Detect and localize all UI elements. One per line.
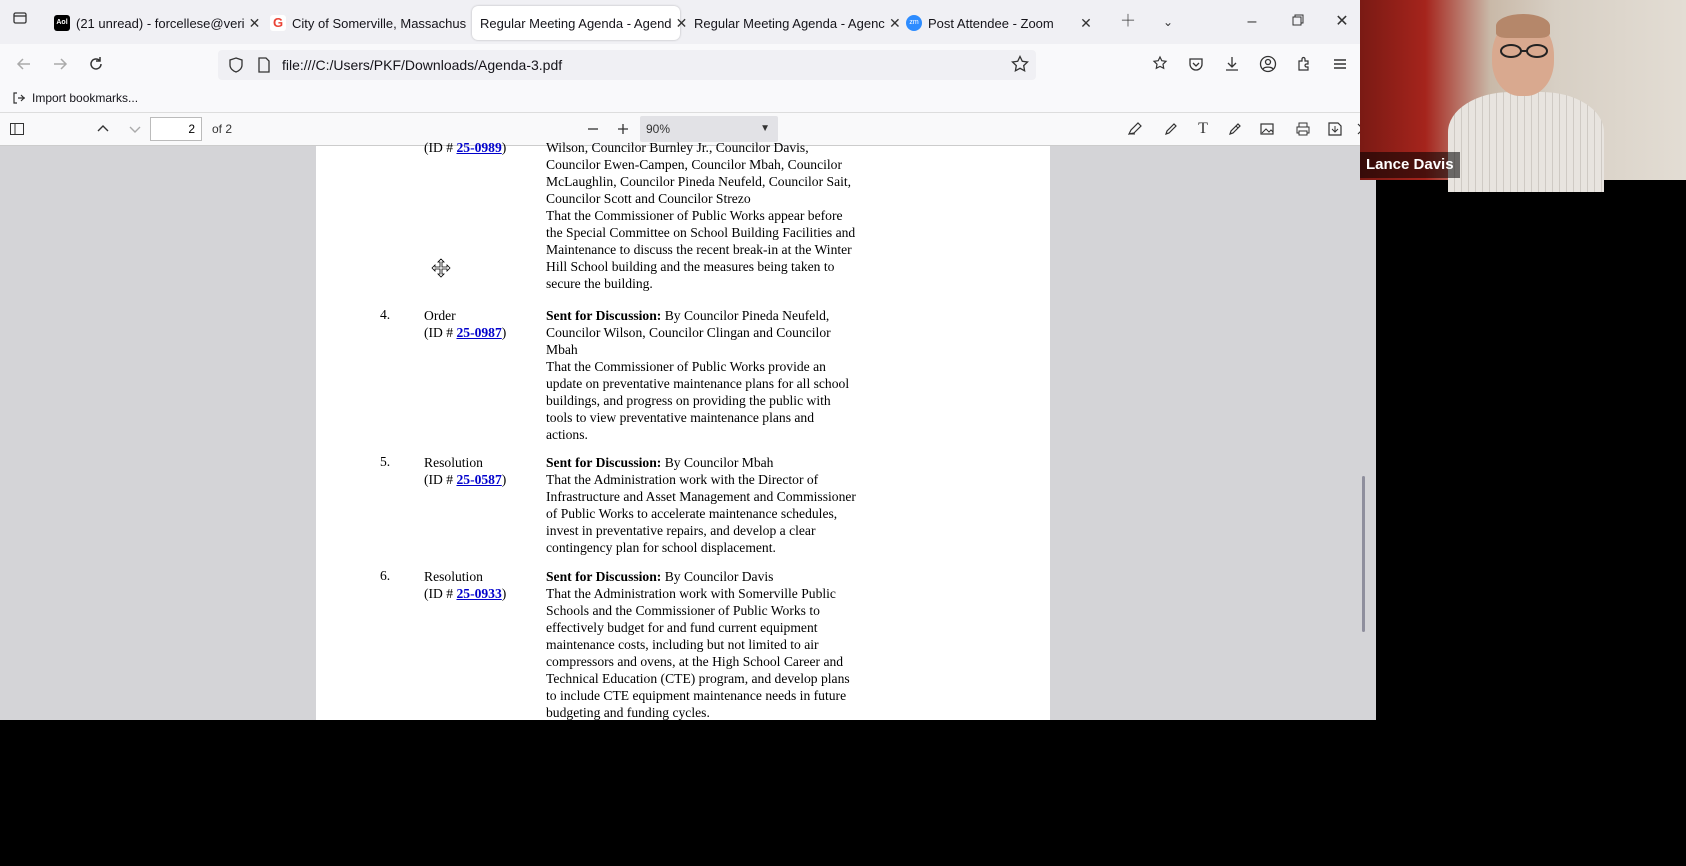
sent-label: Sent for Discussion: <box>546 308 662 323</box>
sponsor-line: McLaughlin, Councilor Pineda Neufeld, Councilor Sait, <box>546 174 852 189</box>
item-description <box>546 568 886 721</box>
highlight-tool-icon[interactable] <box>1122 116 1148 142</box>
body-line: secure the building. <box>546 276 653 291</box>
body-line: update on preventative maintenance plans for all school <box>546 376 850 391</box>
zoom-value: 90% <box>646 122 671 136</box>
id-prefix: (ID # <box>424 472 457 487</box>
tab-agenda[interactable] <box>686 6 901 40</box>
pdf-page <box>316 140 1050 720</box>
close-window-icon[interactable]: ✕ <box>1335 13 1349 30</box>
item-id-link[interactable]: 25-0987 <box>456 325 502 340</box>
glasses-icon <box>1498 44 1550 58</box>
tab-title: City of Somerville, Massachus <box>292 15 467 31</box>
print-icon[interactable] <box>1290 116 1316 142</box>
marker-tool-icon[interactable] <box>1158 116 1184 142</box>
extensions-icon[interactable] <box>1290 50 1318 78</box>
item-id-link[interactable]: 25-0933 <box>456 586 502 601</box>
bookmarks-toolbar <box>0 84 1376 113</box>
back-arrow-icon[interactable] <box>10 50 38 78</box>
bookmark-star-icon[interactable] <box>1006 50 1034 78</box>
sponsor-line: By Councilor Mbah <box>661 455 774 470</box>
chevron-down-icon: ▼ <box>760 123 770 134</box>
import-icon <box>12 91 26 105</box>
tab-somerville[interactable] <box>262 6 466 40</box>
body-line: the Special Committee on School Building Facilities and <box>546 225 856 240</box>
tab-aol-mail[interactable] <box>46 6 261 40</box>
id-suffix: ) <box>501 586 507 601</box>
item-id-line <box>424 324 506 341</box>
item-number: 5. <box>380 454 391 469</box>
tab-title: Regular Meeting Agenda - Agenc <box>694 15 885 31</box>
page-count-label: of 2 <box>212 122 233 136</box>
id-suffix: ) <box>501 325 507 340</box>
body-line: Schools and the Commissioner of Public Works to <box>546 603 820 618</box>
pocket-icon[interactable] <box>1182 50 1210 78</box>
text-tool-icon[interactable]: T <box>1198 120 1208 137</box>
item-id-link[interactable]: 25-0587 <box>456 472 502 487</box>
body-line: Hill School building and the measures being taken to <box>546 259 835 274</box>
tab-title: Post Attendee - Zoom <box>928 15 1054 31</box>
sponsor-line: By Councilor Davis <box>661 569 774 584</box>
sponsor-line: Wilson, Councilor Burnley Jr., Councilor Davis, <box>546 140 809 155</box>
item-type-block <box>424 568 506 602</box>
body-line: to include CTE equipment maintenance needs in future <box>546 688 847 703</box>
chevron-down-icon[interactable]: ⌄ <box>1162 15 1174 29</box>
sponsor-line: Councilor Ewen-Campen, Councilor Mbah, Councilor <box>546 157 842 172</box>
sent-label: Sent for Discussion: <box>546 455 662 470</box>
body-line: of Public Works to accelerate maintenance schedules, <box>546 506 838 521</box>
body-line: actions. <box>546 427 588 442</box>
sponsor-line: Councilor Scott and Councilor Strezo <box>546 191 751 206</box>
body-line: buildings, and progress on providing the public with <box>546 393 831 408</box>
item-number: 6. <box>380 568 391 583</box>
move-cursor-icon <box>430 258 452 280</box>
id-prefix: (ID # <box>424 586 457 601</box>
id-suffix: ) <box>501 472 507 487</box>
forward-arrow-icon[interactable] <box>46 50 74 78</box>
save-icon[interactable] <box>1322 116 1348 142</box>
new-tab-icon[interactable]: ＋ <box>1119 13 1136 30</box>
body-line: That the Administration work with the Director of <box>546 472 819 487</box>
tab-agenda-active[interactable] <box>472 6 688 40</box>
item-id-link[interactable]: 25-0989 <box>456 140 502 155</box>
item-id-line <box>424 585 506 602</box>
previous-page-icon[interactable] <box>90 116 116 142</box>
zoom-icon: zm <box>906 15 922 31</box>
item-id-line <box>424 139 506 156</box>
item-description <box>546 454 886 556</box>
restore-icon[interactable] <box>1286 10 1310 34</box>
reader-save-icon[interactable] <box>1146 50 1174 78</box>
close-tab-icon[interactable]: ✕ <box>675 14 688 31</box>
body-line: That the Commissioner of Public Works provide an <box>546 359 826 374</box>
pdf-viewer[interactable] <box>0 140 1376 720</box>
item-description <box>546 139 886 292</box>
body-line: maintenance costs, including but not limited to air <box>546 637 819 652</box>
body-line: Maintenance to discuss the recent break-in at the Winter <box>546 242 852 257</box>
participant-shirt <box>1448 92 1604 192</box>
close-tab-icon[interactable]: ✕ <box>248 14 261 31</box>
body-line: tools to view preventative maintenance plans and <box>546 410 815 425</box>
item-id-line <box>424 471 506 488</box>
item-number: 4. <box>380 307 391 322</box>
list-all-tabs-icon[interactable] <box>8 10 32 34</box>
page-number-input[interactable]: 2 <box>150 117 202 141</box>
account-icon[interactable] <box>1254 50 1282 78</box>
import-bookmarks-label: Import bookmarks... <box>32 91 139 105</box>
url-text: file:///C:/Users/PKF/Downloads/Agenda-3.pdf <box>282 57 563 73</box>
id-suffix: ) <box>501 140 507 155</box>
body-line: effectively budget for and fund current equipment <box>546 620 818 635</box>
reload-icon[interactable] <box>82 50 110 78</box>
google-icon: G <box>270 15 286 31</box>
menu-icon[interactable] <box>1326 50 1354 78</box>
download-icon[interactable] <box>1218 50 1246 78</box>
scrollbar-thumb[interactable] <box>1362 476 1365 632</box>
body-line: Technical Education (CTE) program, and develop plans <box>546 671 850 686</box>
item-type: Order <box>424 308 456 323</box>
item-type-block <box>424 307 506 341</box>
tab-title: Regular Meeting Agenda - Agend <box>480 15 672 31</box>
sponsor-line: By Councilor Pineda Neufeld, <box>661 308 830 323</box>
shield-icon[interactable] <box>222 51 250 79</box>
item-type-block <box>424 454 506 488</box>
draw-tool-icon[interactable] <box>1222 116 1248 142</box>
close-tab-icon[interactable]: ✕ <box>1080 14 1092 31</box>
minimize-icon[interactable]: – <box>1247 13 1257 30</box>
next-page-icon[interactable] <box>122 116 148 142</box>
sponsor-line: Councilor Wilson, Councilor Clingan and Councilor <box>546 325 831 340</box>
id-prefix: (ID # <box>424 140 457 155</box>
page-icon[interactable] <box>250 51 278 79</box>
sponsor-line: Mbah <box>546 342 578 357</box>
body-line: That the Administration work with Somerville Public <box>546 586 836 601</box>
body-line: contingency plan for school displacement. <box>546 540 776 555</box>
body-line: That the Commissioner of Public Works appear before <box>546 208 843 223</box>
body-line: invest in preventative repairs, and develop a clear <box>546 523 816 538</box>
sent-label: Sent for Discussion: <box>546 569 662 584</box>
aol-icon: Aol <box>54 15 70 31</box>
tab-zoom[interactable] <box>898 6 1102 40</box>
body-line: Infrastructure and Asset Management and Commissioner <box>546 489 856 504</box>
image-tool-icon[interactable] <box>1254 116 1280 142</box>
import-bookmarks-link[interactable] <box>12 91 138 105</box>
tab-title: (21 unread) - forcellese@veri <box>76 15 245 31</box>
close-tab-icon[interactable]: ✕ <box>888 14 901 31</box>
body-line: compressors and ovens, at the High School Career and <box>546 654 844 669</box>
participant-name-label: Lance Davis <box>1360 152 1460 178</box>
sidebar-toggle-icon[interactable] <box>4 116 30 142</box>
item-description <box>546 307 886 443</box>
id-prefix: (ID # <box>424 325 457 340</box>
body-line: budgeting and funding cycles. <box>546 705 710 720</box>
participant-hair <box>1496 14 1550 38</box>
item-type: Resolution <box>424 569 483 584</box>
item-type: Resolution <box>424 455 483 470</box>
